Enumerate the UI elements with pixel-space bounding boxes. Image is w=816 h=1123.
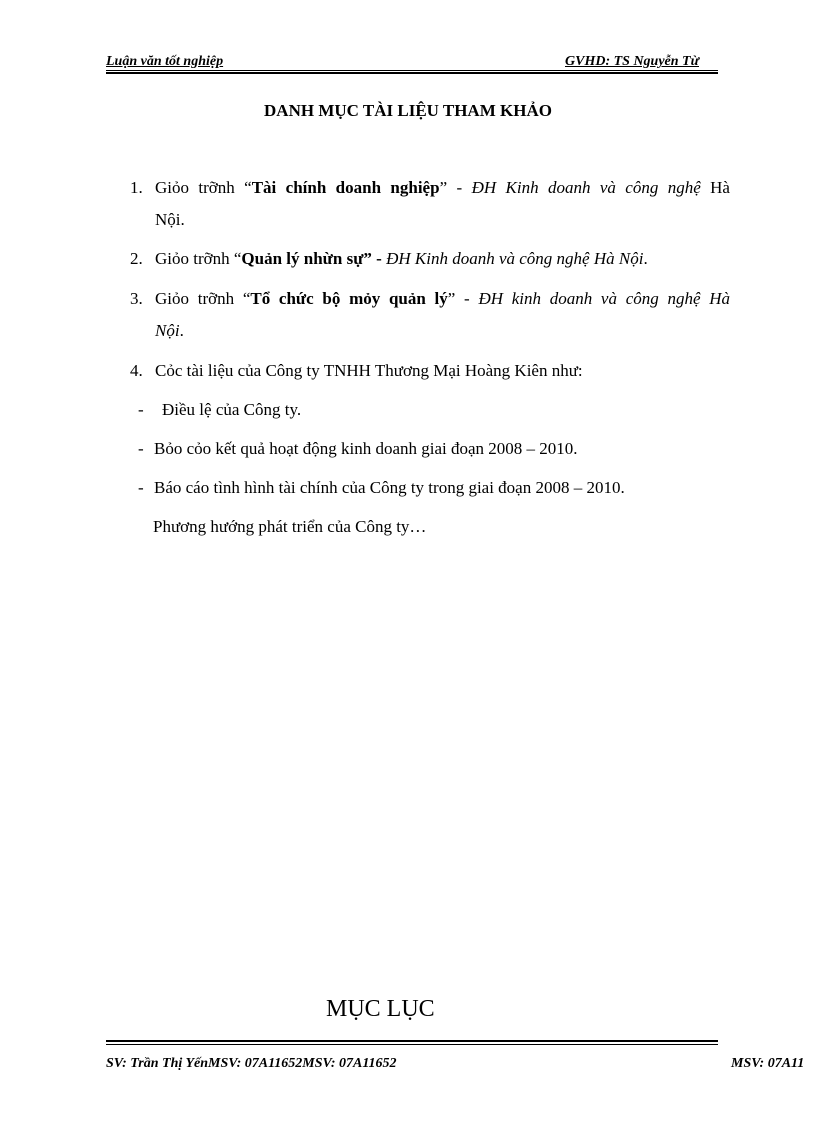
reference-publisher: ĐH Kinh doanh và công nghệ Hà Nội — [386, 249, 644, 268]
reference-separator: ” - — [439, 178, 472, 197]
reference-number: 2. — [130, 249, 143, 268]
header-rule-bottom — [106, 72, 718, 74]
footer-student-id: MSV: 07A11 — [731, 1056, 805, 1071]
reference-line — [155, 178, 730, 198]
sub-item-dash: - — [138, 400, 144, 419]
reference-prefix: Giỏo trỡnh “ — [155, 178, 252, 197]
reference-continuation-suffix: . — [179, 321, 184, 340]
reference-continuation-italic: Nội — [155, 321, 180, 340]
reference-prefix: Giỏo trỡnh “ — [155, 249, 242, 268]
reference-number: 3. — [130, 289, 143, 308]
reference-prefix: Giỏo trỡnh “ — [155, 289, 251, 308]
sub-item: Báo cáo tình hình tài chính của Công ty trong giai đoạn 2008 – 2010. — [154, 478, 625, 497]
reference-publisher: ĐH Kinh doanh và công nghệ — [471, 178, 701, 197]
reference-book-title: Tổ chức bộ mỏy quản lý — [250, 289, 448, 308]
reference-line — [155, 249, 648, 269]
reference-number: 1. — [130, 178, 143, 197]
page-title: DANH MỤC TÀI LIỆU THAM KHẢO — [264, 101, 552, 120]
reference-book-title: Quản lý nhừn sự — [241, 249, 364, 268]
reference-line: Cỏc tài liệu của Công ty TNHH Thương Mại Hoàng Kiên như: — [155, 361, 583, 380]
reference-number: 4. — [130, 361, 143, 380]
reference-separator: ” - — [447, 289, 479, 308]
reference-publisher: ĐH kinh doanh và công nghệ Hà — [478, 289, 730, 308]
footer-student-label: SV: Trần Thị YếnMSV: 07A11652MSV: 07A11652 — [106, 1056, 397, 1071]
reference-continuation — [155, 321, 184, 341]
header-advisor-label: GVHD: TS Nguyễn Từ — [565, 54, 699, 69]
header-thesis-label: Luận văn tốt nghiệp — [106, 54, 224, 69]
reference-book-title: Tài chính doanh nghiệp — [251, 178, 440, 197]
sub-item: Điều lệ của Công ty. — [162, 400, 302, 419]
sub-item: Bỏo cỏo kết quả hoạt động kinh doanh giai đoạn 2008 – 2010. — [154, 439, 578, 458]
sub-item-dash: - — [138, 478, 144, 497]
reference-line — [155, 289, 730, 309]
reference-suffix: . — [643, 249, 648, 268]
sub-item: Phương hướng phát triển của Công ty… — [153, 517, 427, 536]
reference-separator: ” - — [363, 249, 387, 268]
reference-suffix: Hà — [700, 178, 730, 197]
footer-rule-top — [106, 1040, 718, 1042]
toc-heading: MỤC LỤC — [326, 996, 435, 1022]
footer-rule-bottom — [106, 1044, 718, 1045]
header-rule-top — [106, 70, 718, 71]
sub-item-dash: - — [138, 439, 144, 458]
reference-continuation: Nội. — [155, 210, 185, 229]
